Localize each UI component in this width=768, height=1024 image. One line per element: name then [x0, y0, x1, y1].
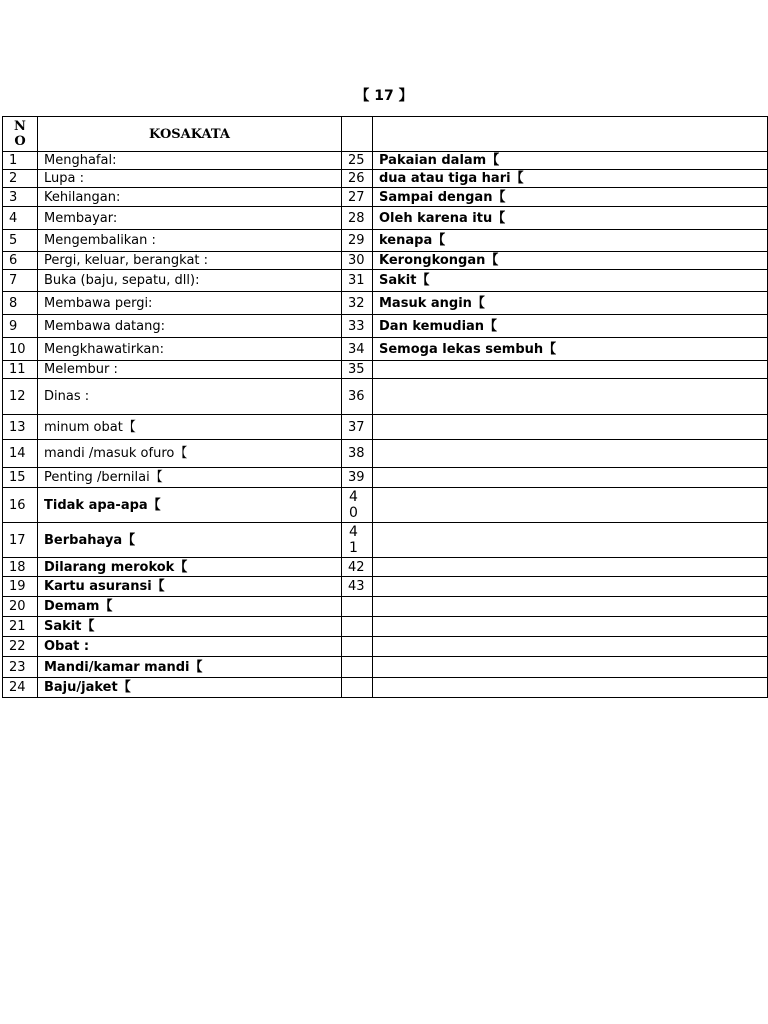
- row-number: 15: [3, 468, 38, 488]
- row-number-right: 43: [342, 577, 373, 597]
- row-number: 20: [3, 597, 38, 617]
- vocab-word: Menghafal:: [38, 152, 342, 170]
- row-number: 6: [3, 252, 38, 270]
- row-number: 4: [3, 207, 38, 230]
- row-number: 13: [3, 415, 38, 440]
- table-row: [3, 170, 768, 188]
- vocab-word: Obat :: [38, 637, 342, 657]
- vocab-word-right: [373, 577, 768, 597]
- row-number: 16: [3, 488, 38, 523]
- table-row: [3, 252, 768, 270]
- vocab-word-right: kenapa【: [373, 230, 768, 252]
- row-number: 24: [3, 678, 38, 698]
- vocab-word-right: [373, 415, 768, 440]
- vocab-word-right: Dan kemudian【: [373, 315, 768, 338]
- header-empty-word2: [373, 117, 768, 152]
- row-number-right: [342, 597, 373, 617]
- table-row: [3, 597, 768, 617]
- row-number: 21: [3, 617, 38, 637]
- row-number-right: 31: [342, 270, 373, 292]
- vocab-word-right: [373, 523, 768, 558]
- vocab-word: Demam【: [38, 597, 342, 617]
- row-number-right: 37: [342, 415, 373, 440]
- row-number-right: 41: [342, 523, 373, 558]
- table-row: [3, 488, 768, 523]
- vocab-word-right: [373, 617, 768, 637]
- vocab-word: Berbahaya【: [38, 523, 342, 558]
- row-number: 5: [3, 230, 38, 252]
- vocab-word-right: [373, 597, 768, 617]
- vocab-word-right: [373, 440, 768, 468]
- row-number-right: 32: [342, 292, 373, 315]
- table-row: [3, 379, 768, 415]
- row-number-right: 30: [342, 252, 373, 270]
- vocab-word-right: [373, 379, 768, 415]
- vocab-word: Membawa datang:: [38, 315, 342, 338]
- vocab-word-right: Semoga lekas sembuh【: [373, 338, 768, 361]
- vocab-word-right: Sakit【: [373, 270, 768, 292]
- table-row: [3, 152, 768, 170]
- table-row: [3, 270, 768, 292]
- vocab-word-right: [373, 361, 768, 379]
- row-number-right: [342, 617, 373, 637]
- vocab-word: Mandi/kamar mandi【: [38, 657, 342, 678]
- row-number-right: 36: [342, 379, 373, 415]
- row-number-right: 35: [342, 361, 373, 379]
- vocab-word: Membawa pergi:: [38, 292, 342, 315]
- vocab-word: Baju/jaket【: [38, 678, 342, 698]
- vocab-word-right: [373, 558, 768, 577]
- row-number-right: 34: [342, 338, 373, 361]
- row-number-right: 26: [342, 170, 373, 188]
- vocab-word-right: [373, 488, 768, 523]
- table-row: [3, 361, 768, 379]
- row-number: 12: [3, 379, 38, 415]
- row-number: 23: [3, 657, 38, 678]
- table-row: [3, 292, 768, 315]
- row-number-right: 29: [342, 230, 373, 252]
- table-row: [3, 657, 768, 678]
- vocab-word: Pergi, keluar, berangkat :: [38, 252, 342, 270]
- row-number-right: 38: [342, 440, 373, 468]
- row-number: 14: [3, 440, 38, 468]
- vocab-word: Buka (baju, sepatu, dll):: [38, 270, 342, 292]
- vocab-word-right: Kerongkongan【: [373, 252, 768, 270]
- vocab-word-right: Pakaian dalam【: [373, 152, 768, 170]
- row-number: 18: [3, 558, 38, 577]
- table-row: [3, 678, 768, 698]
- vocab-word-right: Masuk angin【: [373, 292, 768, 315]
- table-row: [3, 468, 768, 488]
- vocab-word-right: [373, 468, 768, 488]
- vocab-word: Tidak apa-apa【: [38, 488, 342, 523]
- table-row: [3, 230, 768, 252]
- vocab-word-right: [373, 678, 768, 698]
- table-row: [3, 315, 768, 338]
- row-number-right: [342, 678, 373, 698]
- table-row: [3, 207, 768, 230]
- row-number-right: 25: [342, 152, 373, 170]
- row-number: 22: [3, 637, 38, 657]
- header-no: N O: [3, 117, 38, 152]
- row-number-right: 33: [342, 315, 373, 338]
- vocab-word: Membayar:: [38, 207, 342, 230]
- vocab-word: mandi /masuk ofuro【: [38, 440, 342, 468]
- vocab-word-right: Sampai dengan【: [373, 188, 768, 207]
- row-number: 9: [3, 315, 38, 338]
- row-number: 2: [3, 170, 38, 188]
- vocab-word-right: [373, 657, 768, 678]
- row-number-right: 42: [342, 558, 373, 577]
- row-number: 3: [3, 188, 38, 207]
- row-number: 1: [3, 152, 38, 170]
- vocab-word: Mengembalikan :: [38, 230, 342, 252]
- vocab-word: Mengkhawatirkan:: [38, 338, 342, 361]
- vocab-word: Kehilangan:: [38, 188, 342, 207]
- vocab-word-right: dua atau tiga hari【: [373, 170, 768, 188]
- row-number: 17: [3, 523, 38, 558]
- row-number: 8: [3, 292, 38, 315]
- row-number: 11: [3, 361, 38, 379]
- vocab-word: Penting /bernilai【: [38, 468, 342, 488]
- row-number-right: 39: [342, 468, 373, 488]
- table-row: [3, 617, 768, 637]
- vocab-word-right: [373, 637, 768, 657]
- vocab-word: Lupa :: [38, 170, 342, 188]
- table-row: [3, 577, 768, 597]
- row-number-right: [342, 657, 373, 678]
- table-row: [3, 415, 768, 440]
- row-number: 7: [3, 270, 38, 292]
- row-number: 10: [3, 338, 38, 361]
- table-row: [3, 338, 768, 361]
- vocab-word-right: Oleh karena itu【: [373, 207, 768, 230]
- row-number-right: 28: [342, 207, 373, 230]
- row-number-right: 40: [342, 488, 373, 523]
- table-row: [3, 558, 768, 577]
- table-row: [3, 188, 768, 207]
- row-number-right: 27: [342, 188, 373, 207]
- header-empty-no2: [342, 117, 373, 152]
- row-number-right: [342, 637, 373, 657]
- page-heading: 【 17 】: [355, 88, 413, 104]
- table-row: [3, 440, 768, 468]
- row-number: 19: [3, 577, 38, 597]
- table-row: [3, 637, 768, 657]
- vocabulary-table: [2, 116, 768, 698]
- vocab-word: Dinas :: [38, 379, 342, 415]
- vocab-word: minum obat【: [38, 415, 342, 440]
- vocab-word: Dilarang merokok【: [38, 558, 342, 577]
- vocab-word: Sakit【: [38, 617, 342, 637]
- table-row: [3, 523, 768, 558]
- vocab-word: Kartu asuransi【: [38, 577, 342, 597]
- vocab-word: Melembur :: [38, 361, 342, 379]
- header-kosakata: KOSAKATA: [38, 117, 342, 152]
